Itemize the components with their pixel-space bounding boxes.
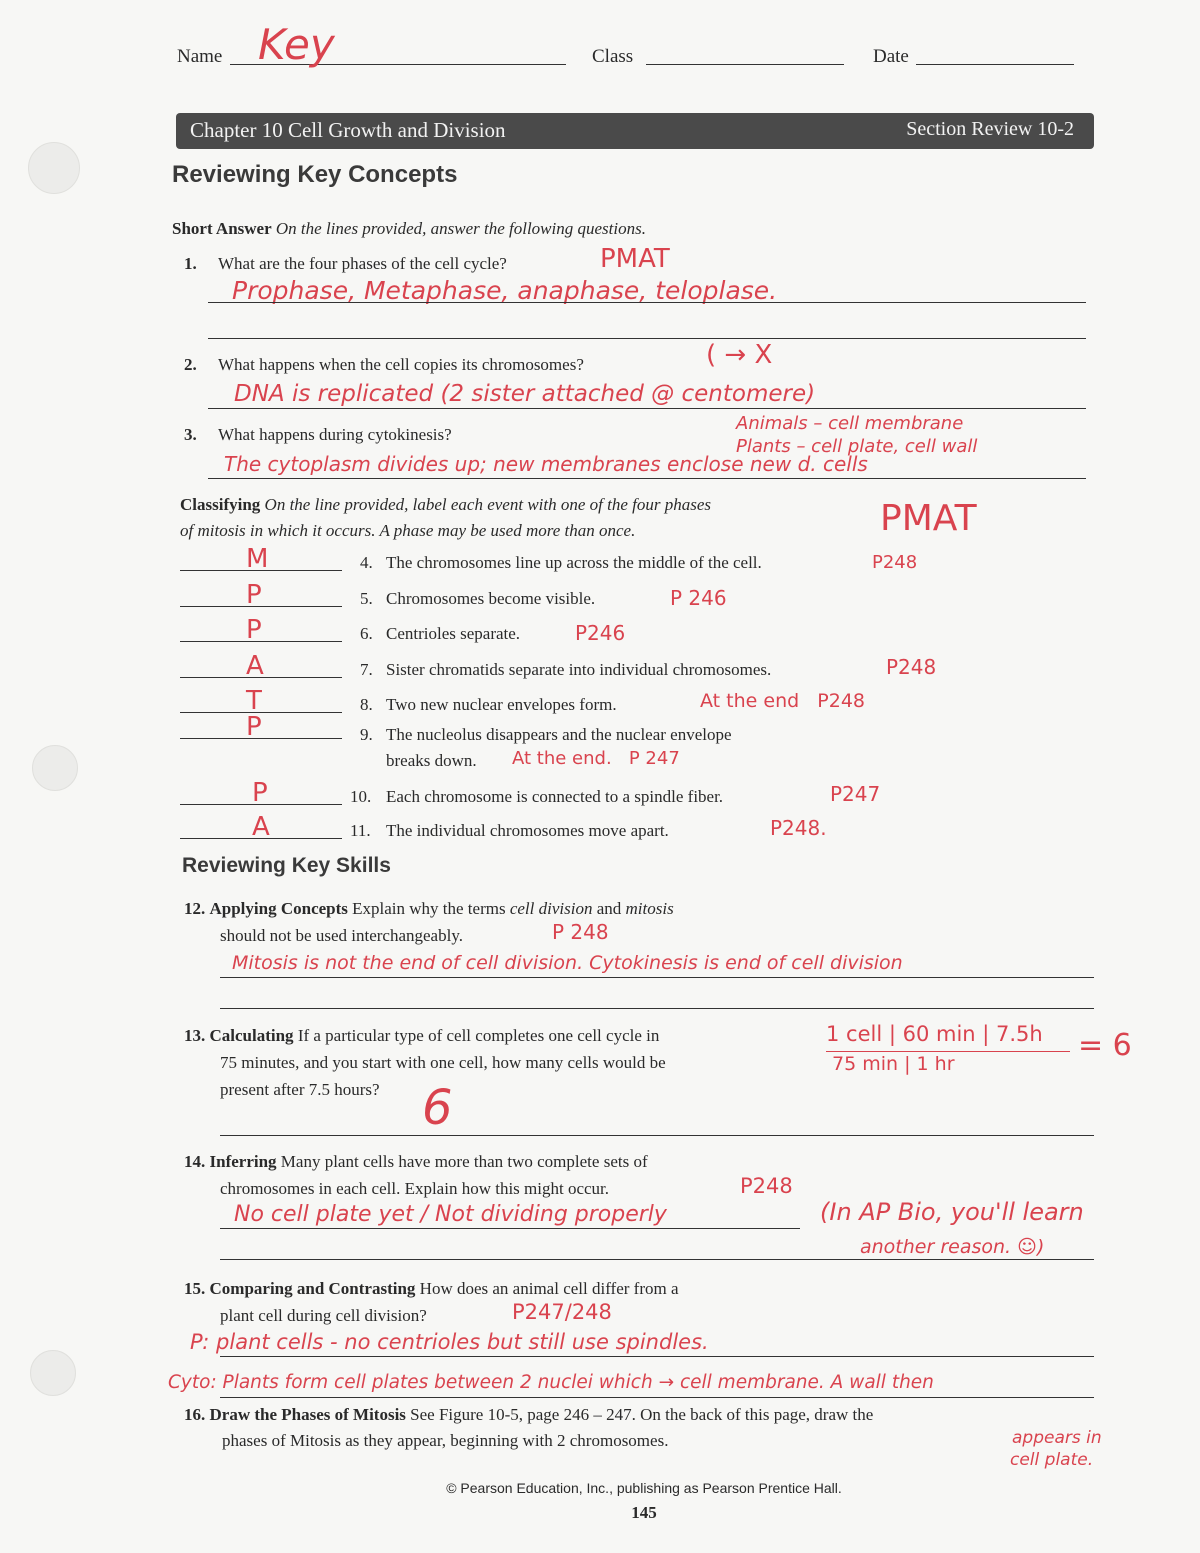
classify-page: At the end. P 247 (512, 748, 680, 769)
classify-number: 11. (350, 821, 371, 840)
classify-text: Chromosomes become visible. (386, 589, 596, 608)
q1-line-2 (208, 338, 1086, 339)
classify-number: 4. (360, 553, 373, 572)
q15-text-1: How does an animal cell differ from a (419, 1279, 679, 1298)
q12-number: 12. (184, 899, 206, 918)
q3-note-plants: Plants – cell plate, cell wall (736, 436, 978, 457)
classifying-pmat-note: PMAT (880, 498, 977, 539)
q2-note: ( → X (706, 340, 773, 370)
q16-line2: phases of Mitosis as they appear, beginning with 2 chromosomes. (222, 1431, 669, 1450)
q14-aside-1: (In AP Bio, you'll learn (820, 1198, 1084, 1226)
q14-number: 14. (184, 1152, 206, 1171)
q13-calc-top: 1 cell | 60 min | 7.5h (826, 1022, 1043, 1046)
q15-number: 15. (184, 1279, 206, 1298)
classify-answer: T (246, 686, 262, 716)
q12-answer: Mitosis is not the end of cell division. Cytokinesis is end of cell division (232, 952, 903, 974)
q3-text: What happens during cytokinesis? (218, 425, 452, 444)
q14-line-2 (220, 1259, 1094, 1260)
q15-line-2 (220, 1397, 1094, 1398)
q15-answer-1: P: plant cells - no centrioles but still use spindles. (190, 1330, 709, 1354)
classify-page: P246 (575, 621, 626, 645)
classify-text: The individual chromosomes move apart. (386, 821, 669, 840)
classify-answer: A (252, 812, 270, 842)
q13-answer: 6 (422, 1080, 453, 1136)
classify-page: P 246 (670, 586, 727, 610)
q13-calc-result: = 6 (1078, 1028, 1132, 1063)
classify-item-11 (180, 812, 1080, 846)
classify-text: The chromosomes line up across the middle of the cell. (386, 553, 762, 572)
q1-answer: Prophase, Metaphase, anaphase, teloplase. (232, 276, 778, 305)
classify-answer: A (246, 651, 264, 681)
classify-answer: P (246, 712, 262, 742)
punch-hole-top (28, 142, 80, 194)
classify-number: 9. (360, 725, 373, 744)
classify-item-4 (180, 544, 1080, 578)
q12-line-1 (220, 977, 1094, 978)
classify-answer: P (246, 615, 262, 645)
q2-line (208, 408, 1086, 409)
classify-number: 6. (360, 624, 373, 643)
classifying-text-2: of mitosis in which it occurs. A phase may be used more than once. (180, 521, 636, 540)
q16-number: 16. (184, 1405, 206, 1424)
q15-page: P247/248 (512, 1300, 612, 1324)
q13-line2: 75 minutes, and you start with one cell, how many cells would be (220, 1053, 666, 1072)
q13-line (220, 1135, 1094, 1136)
q3-answer: The cytoplasm divides up; new membranes enclose new d. cells (224, 452, 868, 476)
classify-page: P248 (886, 655, 937, 679)
classify-text: Each chromosome is connected to a spindle fiber. (386, 787, 724, 806)
q14-label: Inferring (209, 1152, 277, 1171)
classifying-label: Classifying (180, 495, 261, 514)
q2-answer: DNA is replicated (2 sister attached @ centomere) (234, 381, 816, 407)
q13-number: 13. (184, 1026, 206, 1045)
chapter-title: Chapter 10 Cell Growth and Division (190, 118, 506, 142)
copyright-footer: © Pearson Education, Inc., publishing as Pearson Prentice Hall. (446, 1480, 842, 1496)
q12-label: Applying Concepts (209, 899, 348, 918)
concepts-heading: Reviewing Key Concepts (172, 161, 458, 188)
q15-line1 (184, 1278, 679, 1300)
q1-note: PMAT (600, 244, 670, 274)
q2-number: 2. (184, 355, 197, 374)
skills-heading: Reviewing Key Skills (182, 854, 391, 877)
q16-line1 (184, 1404, 873, 1426)
q16-aside-1: appears in (1012, 1428, 1102, 1448)
classify-page: At the end P248 (700, 690, 866, 712)
q12-text-a: Explain why the terms (352, 899, 506, 918)
classify-text: Sister chromatids separate into individual chromosomes. (386, 660, 772, 679)
q13-calc-bottom: 75 min | 1 hr (832, 1053, 955, 1075)
q12-page: P 248 (552, 920, 609, 944)
section-title: Section Review 10-2 (906, 118, 1074, 140)
classify-number: 7. (360, 660, 373, 679)
q1-line-1 (208, 302, 1086, 303)
classify-page: P248. (770, 816, 827, 840)
q16-aside-2: cell plate. (1010, 1450, 1094, 1470)
classify-text-line2: breaks down. (386, 751, 477, 770)
classify-number: 8. (360, 695, 373, 714)
q14-answer: No cell plate yet / Not dividing properly (234, 1202, 667, 1227)
page-number: 145 (631, 1503, 657, 1522)
q13-calc-divider (826, 1051, 1070, 1052)
q16-label: Draw the Phases of Mitosis (209, 1405, 406, 1424)
q13-line3: present after 7.5 hours? (220, 1080, 380, 1099)
punch-hole-bottom (30, 1350, 76, 1396)
short-answer-label: Short Answer (172, 219, 272, 238)
q12-line2: should not be used interchangeably. (220, 926, 463, 945)
classify-item-5 (180, 580, 1080, 614)
date-line (916, 64, 1074, 65)
chapter-bar (176, 113, 1094, 149)
q14-line1 (184, 1151, 648, 1173)
q14-page: P248 (740, 1174, 793, 1198)
q1-text: What are the four phases of the cell cycle? (218, 254, 507, 273)
date-label: Date (873, 46, 909, 67)
classify-item-6 (180, 615, 1080, 649)
q14-line-1 (220, 1228, 800, 1229)
q14-text-1: Many plant cells have more than two complete sets of (280, 1152, 648, 1171)
q15-line-1 (220, 1356, 1094, 1357)
q13-line1 (184, 1025, 659, 1047)
classify-page: P247 (830, 782, 881, 806)
classify-item-9 (180, 712, 1080, 778)
classify-text: Two new nuclear envelopes form. (386, 695, 617, 714)
classify-number: 5. (360, 589, 373, 608)
q14-line2: chromosomes in each cell. Explain how this might occur. (220, 1179, 610, 1198)
classify-answer: P (246, 580, 262, 610)
q15-label: Comparing and Contrasting (209, 1279, 416, 1298)
classify-number: 10. (350, 787, 372, 806)
q1-number: 1. (184, 254, 197, 273)
classifying-instructions-1 (180, 494, 711, 516)
q13-label: Calculating (209, 1026, 294, 1045)
name-value: Key (258, 20, 335, 69)
short-answer-text: On the lines provided, answer the following questions. (275, 219, 646, 238)
classify-text: Centrioles separate. (386, 624, 521, 643)
q3-line (208, 478, 1086, 479)
q3-note-animals: Animals – cell membrane (736, 413, 964, 434)
class-line (646, 64, 844, 65)
classify-item-8 (180, 686, 1080, 720)
q12-term2: mitosis (625, 899, 674, 918)
q12-and: and (596, 899, 622, 918)
name-label: Name (177, 46, 223, 67)
classify-page: P248 (872, 552, 918, 573)
q14-aside-2: another reason. ☺) (860, 1236, 1045, 1258)
classify-answer: M (246, 544, 269, 574)
classify-item-7 (180, 651, 1080, 685)
q3-number: 3. (184, 425, 197, 444)
classify-text: The nucleolus disappears and the nuclear envelope (386, 725, 732, 744)
classifying-instructions-2 (180, 520, 635, 542)
q16-text-1: See Figure 10-5, page 246 – 247. On the back of this page, draw the (410, 1405, 874, 1424)
classify-answer: P (252, 778, 268, 808)
short-answer-instructions (172, 218, 646, 240)
classify-item-10 (180, 778, 1080, 812)
class-label: Class (592, 46, 634, 67)
q2-text: What happens when the cell copies its chromosomes? (218, 355, 584, 374)
punch-hole-middle (32, 745, 78, 791)
q15-line2: plant cell during cell division? (220, 1306, 427, 1325)
q15-answer-2: Cyto: Plants form cell plates between 2 nuclei which → cell membrane. A wall then (168, 1372, 934, 1393)
classifying-text-1: On the line provided, label each event with one of the four phases (264, 495, 712, 514)
q12-line1 (184, 898, 674, 920)
q12-term1: cell division (509, 899, 593, 918)
q13-text-1: If a particular type of cell completes one cell cycle in (297, 1026, 660, 1045)
q12-line-2 (220, 1008, 1094, 1009)
